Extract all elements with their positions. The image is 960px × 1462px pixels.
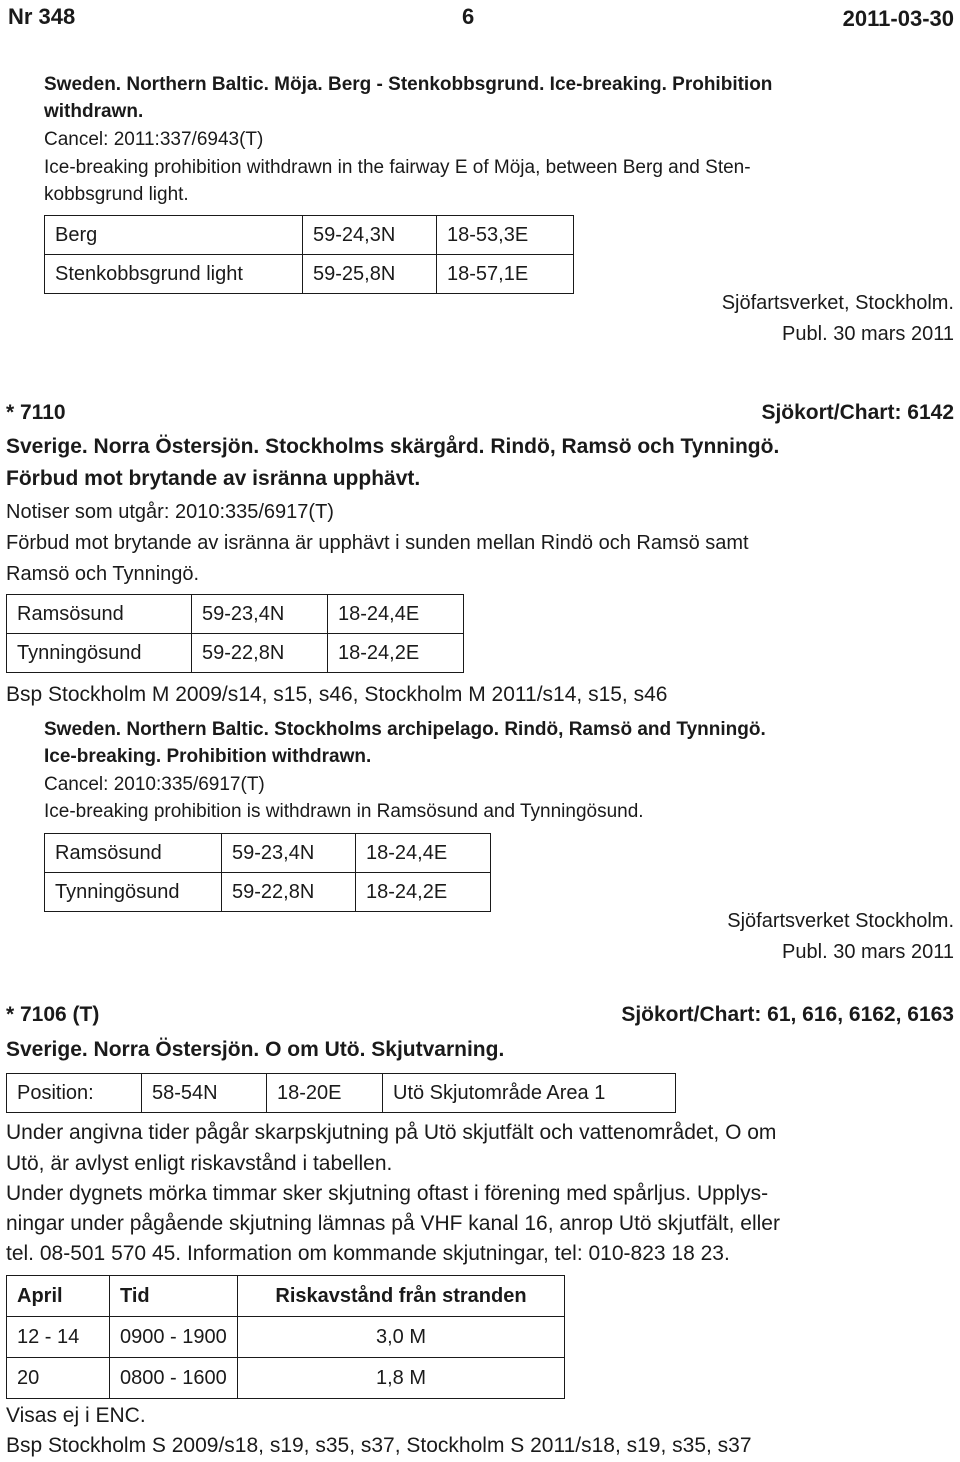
risk-distance-table [6,1275,565,1399]
table-cell: Position: [7,1074,142,1113]
table-cell: 18-20E [267,1074,383,1113]
notice7106-chart: Sjökort/Chart: 61, 616, 6162, 6163 [621,1003,954,1026]
notice7110-publ: Publ. 30 mars 2011 [782,941,954,963]
table-cell: 59-23,4N [222,834,356,873]
notice7110-title-line1: Sverige. Norra Östersjön. Stockholms skärgård. Rindö, Ramsö och Tynningö. [6,435,780,458]
table-cell: Ramsösund [45,834,222,873]
notice1-title-line1: Sweden. Northern Baltic. Möja. Berg - Stenkobbsgrund. Ice-breaking. Prohibition [44,74,773,95]
notice7106-body-line2: Utö, är avlyst enligt riskavstånd i tabellen. [6,1152,393,1175]
issue-number: Nr 348 [8,4,76,29]
table-cell: 18-53,3E [437,216,574,255]
notice7110-en-title-line1: Sweden. Northern Baltic. Stockholms archipelago. Rindö, Ramsö and Tynningö. [44,719,766,740]
table-cell: 58-54N [142,1074,267,1113]
notice7106-title: Sverige. Norra Östersjön. O om Utö. Skjutvarning. [6,1038,505,1061]
table-row [45,255,574,294]
table-row [45,873,491,912]
notice7110-chart: Sjökort/Chart: 6142 [761,401,954,424]
notice7110-en-title-line2: Ice-breaking. Prohibition withdrawn. [44,746,372,767]
notice7106-position-table [6,1073,676,1113]
notice7106-number: * 7106 (T) [6,1003,100,1026]
notice1-body-line2: kobbsgrund light. [44,184,189,205]
notice7110-authority: Sjöfartsverket Stockholm. [727,910,954,932]
notice7110-bsp: Bsp Stockholm M 2009/s14, s15, s46, Stockholm M 2011/s14, s15, s46 [6,683,668,706]
notice7106-body-line5: tel. 08-501 570 45. Information om kommande skjutningar, tel: 010-823 18 23. [6,1242,730,1265]
table-cell: 1,8 M [238,1358,565,1399]
notice1-cancel: Cancel: 2011:337/6943(T) [44,129,264,150]
table-cell: 18-57,1E [437,255,574,294]
notice7110-cancel: Notiser som utgår: 2010:335/6917(T) [6,501,334,523]
notice7110-body-line1: Förbud mot brytande av isränna är upphävt i sunden mellan Rindö och Ramsö samt [6,532,749,554]
table-cell: 59-25,8N [303,255,437,294]
table-cell: 3,0 M [238,1317,565,1358]
column-header: Tid [110,1276,238,1317]
table-cell: 18-24,4E [356,834,491,873]
table-cell: Berg [45,216,303,255]
table-cell: 0900 - 1900 [110,1317,238,1358]
notice7110-en-position-table [44,833,491,912]
notice7110-position-table [6,594,464,673]
table-cell: 59-23,4N [192,595,328,634]
table-row [45,216,574,255]
column-header: Riskavstånd från stranden [238,1276,565,1317]
table-cell: 20 [7,1358,110,1399]
notice7106-enc: Visas ej i ENC. [6,1404,146,1427]
table-cell: 18-24,4E [328,595,464,634]
table-cell: Stenkobbsgrund light [45,255,303,294]
notice7106-bsp: Bsp Stockholm S 2009/s18, s19, s35, s37, Stockholm S 2011/s18, s19, s35, s37 [6,1434,752,1457]
table-cell: Ramsösund [7,595,192,634]
table-cell: 0800 - 1600 [110,1358,238,1399]
table-cell: 59-22,8N [192,634,328,673]
notice1-publ: Publ. 30 mars 2011 [782,323,954,345]
notice7106-body-line1: Under angivna tider pågår skarpskjutning på Utö skjutfält och vattenområdet, O om [6,1121,777,1144]
table-cell: Tynningösund [45,873,222,912]
issue-date: 2011-03-30 [842,6,954,31]
table-row [7,1276,565,1317]
table-cell: 12 - 14 [7,1317,110,1358]
table-cell: 18-24,2E [356,873,491,912]
notice7110-en-cancel: Cancel: 2010:335/6917(T) [44,774,265,795]
table-cell: 59-22,8N [222,873,356,912]
notice7110-title-line2: Förbud mot brytande av isränna upphävt. [6,467,421,490]
notice7110-number: * 7110 [6,401,66,424]
table-row [7,1358,565,1399]
notice1-authority: Sjöfartsverket, Stockholm. [721,292,954,314]
page-number: 6 [462,4,475,29]
table-cell: Tynningösund [7,634,192,673]
table-row [7,634,464,673]
notice1-body-line1: Ice-breaking prohibition withdrawn in the fairway E of Möja, between Berg and Sten- [44,157,751,178]
table-cell: Utö Skjutområde Area 1 [383,1074,676,1113]
notice7110-en-body: Ice-breaking prohibition is withdrawn in Ramsösund and Tynningösund. [44,801,644,822]
table-row [7,595,464,634]
column-header: April [7,1276,110,1317]
table-row [7,1074,676,1113]
table-row [7,1317,565,1358]
notice7106-body-line4: ningar under pågående skjutning lämnas på VHF kanal 16, anrop Utö skjutfält, eller [6,1212,780,1235]
notice7106-body-line3: Under dygnets mörka timmar sker skjutning oftast i förening med spårljus. Upplys- [6,1182,769,1205]
table-cell: 59-24,3N [303,216,437,255]
notice1-title-line2: withdrawn. [44,101,144,122]
table-row [45,834,491,873]
notice1-position-table [44,215,574,294]
table-cell: 18-24,2E [328,634,464,673]
notice7110-body-line2: Ramsö och Tynningö. [6,563,200,585]
